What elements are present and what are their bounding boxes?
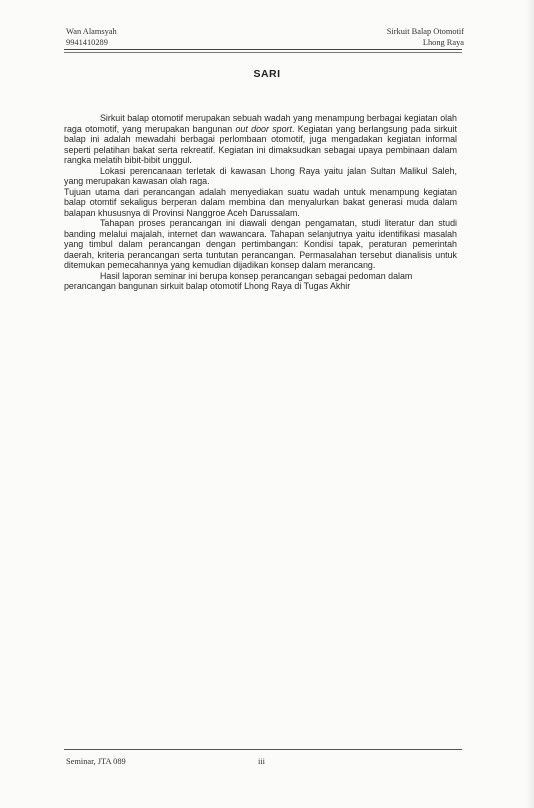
paragraph-1: Sirkuit balap otomotif merupakan sebuah wadah yang menampung berbagai kegiatan olah raga otomotif, yang merupakan bangunan out door sport. Kegiatan yang berlangsung pada sirkuit balap ini adalah mewadahi berbagai perlombaan otomotif, juga mengadakan kegiatan informal seperti pelatihan bakat serta rekreatif. Kegiatan ini dimaksudkan sebagai upaya pembinaan dalam rangka melatih bibit-bibit unggul. [64,113,457,165]
document-location: Lhong Raya [422,38,464,47]
page-title: SARI [253,68,281,80]
paragraph-2: Lokasi perencanaan terletak di kawasan Lhong Raya yaitu jalan Sultan Malikul Saleh, yang merupakan kawasan olah raga. [64,165,457,186]
paragraph-4: Tahapan proses perancangan ini diawali dengan pengamatan, studi literatur dan studi banding melalui majalah, internet dan wawancara. Tahapan selanjutnya yaitu identifikasi masalah yang timbul dalam perancangan dengan pertimbangan: Kondisi tapak, peraturan pemerintah daerah, kriteria perancangan serta tuntutan perancangan. Permasalahan tersebut dianalisis untuk ditemukan pemecahannya yang kemudian dijadikan konsep dalam merancang. [64,218,457,270]
student-id: 9941410289 [66,38,108,47]
paragraph-5: Hasil laporan seminar ini berupa konsep perancangan sebagai pedoman dalam perancangan bangunan sirkuit balap otomotif Lhong Raya di Tugas Akhir [64,270,413,291]
page-edge-shadow [526,0,534,808]
header-left [66,26,117,48]
author-name: Wan Alamsyah [66,27,117,36]
abstract-body [64,113,457,292]
footer-rule [64,749,462,750]
document-topic: Sirkuit Balap Otomotif [386,27,464,36]
header-rule-thin [64,52,462,53]
footer-course: Seminar, JTA 089 [66,757,126,766]
page-number: iii [258,757,265,766]
paragraph-3: Tujuan utama dari perancangan adalah menyediakan suatu wadah untuk menampung kegiatan balap otomtif sekaligus berperan dalam membina dan menyalurkan bakat generasi muda dalam balapan khususnya di Provinsi Nanggroe Aceh Darussalam. [64,186,457,218]
header-rule [64,49,462,50]
header-right [387,26,464,48]
